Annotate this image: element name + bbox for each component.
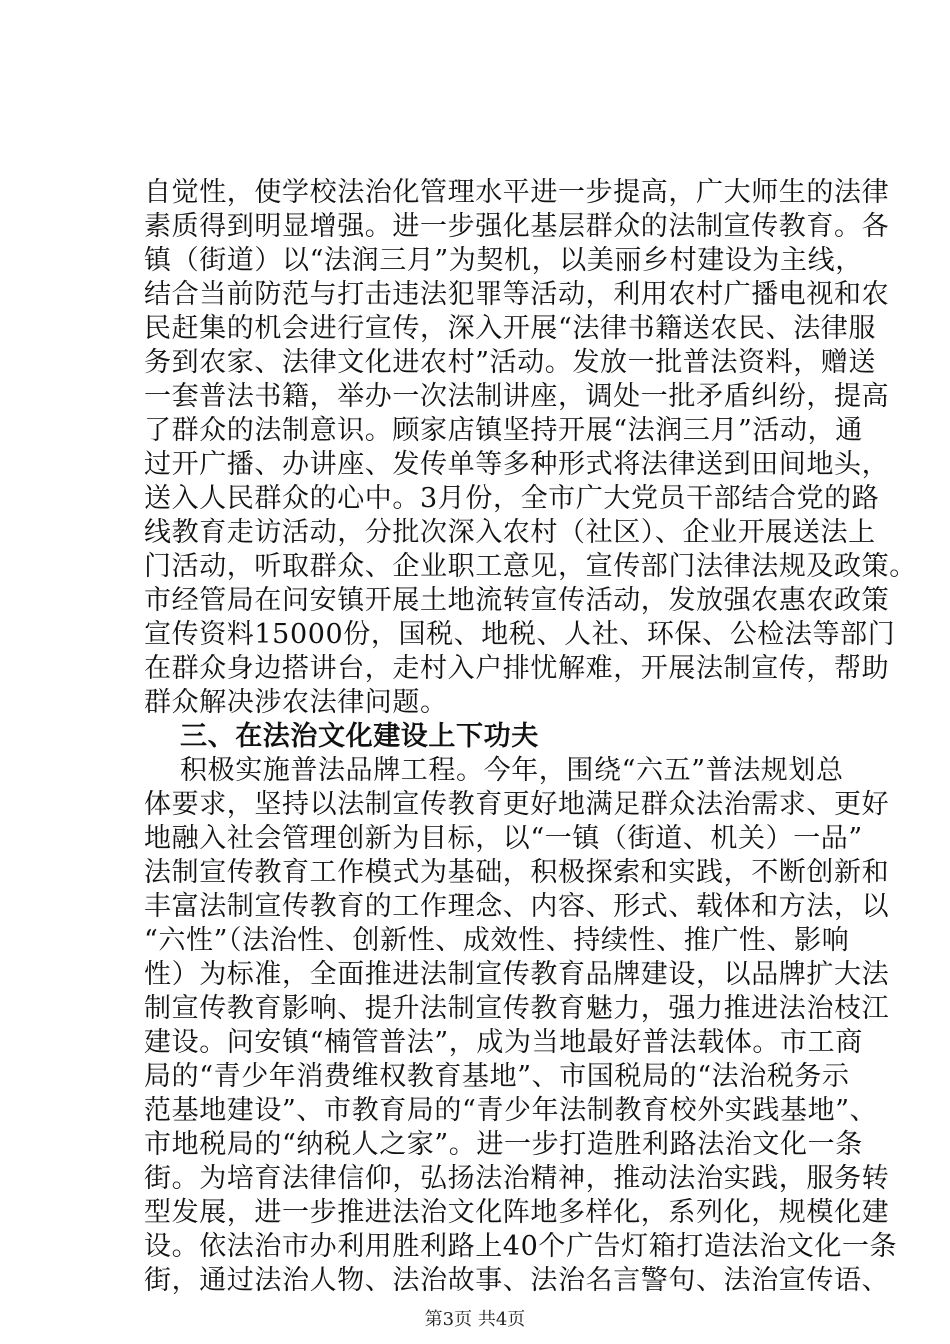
body-line: 范基地建设”、市教育局的“青少年法制教育校外实践基地”、: [144, 1095, 878, 1126]
body-line: 在群众身边搭讲台，走村入户排忧解难，开展法制宣传，帮助: [144, 653, 890, 684]
body-line: 民赶集的机会进行宣传，深入开展“法律书籍送农民、法律服: [144, 313, 877, 344]
body-line: 地融入社会管理创新为目标，以“一镇（街道、机关）一品”: [144, 823, 863, 854]
body-line: “六性”（法治性、创新性、成效性、持续性、推广性、影响: [144, 925, 850, 956]
body-line: 街，通过法治人物、法治故事、法治名言警句、法治宣传语、: [144, 1265, 890, 1296]
body-line: 宣传资料15000份，国税、地税、人社、环保、公检法等部门: [144, 619, 896, 650]
body-line: 积极实施普法品牌工程。今年，围绕“六五”普法规划总: [180, 755, 844, 786]
body-line: 市地税局的“纳税人之家”。进一步打造胜利路法治文化一条: [144, 1129, 863, 1160]
body-line: 送入人民群众的心中。3月份，全市广大党员干部结合党的路: [144, 483, 880, 514]
body-line: 建设。问安镇“楠管普法”，成为当地最好普法载体。市工商: [144, 1027, 863, 1058]
body-line: 了群众的法制意识。顾家店镇坚持开展“法润三月”活动，通: [144, 415, 863, 446]
body-line: 街。为培育法律信仰，弘扬法治精神，推动法治实践，服务转: [144, 1163, 890, 1194]
body-line: 一套普法书籍，举办一次法制讲座，调处一批矛盾纠纷，提高: [144, 381, 890, 412]
body-line: 自觉性，使学校法治化管理水平进一步提高，广大师生的法律: [144, 177, 890, 208]
body-line: 局的“青少年消费维权教育基地”、市国税局的“法治税务示: [144, 1061, 850, 1092]
body-line: 过开广播、办讲座、发传单等多种形式将法律送到田间地头，: [144, 449, 890, 480]
body-line: 结合当前防范与打击违法犯罪等活动，利用农村广播电视和农: [144, 279, 890, 310]
section-heading: 三、在法治文化建设上下功夫: [180, 721, 539, 752]
body-line: 素质得到明显增强。进一步强化基层群众的法制宣传教育。各: [144, 211, 890, 242]
body-line: 线教育走访活动，分批次深入农村（社区）、企业开展送法上: [144, 517, 876, 548]
body-line: 制宣传教育影响、提升法制宣传教育魅力，强力推进法治枝江: [144, 993, 890, 1024]
body-line: 体要求，坚持以法制宣传教育更好地满足群众法治需求、更好: [144, 789, 890, 820]
body-line: 群众解决涉农法律问题。: [144, 687, 448, 718]
body-line: 性）为标准，全面推进法制宣传教育品牌建设，以品牌扩大法: [144, 959, 890, 990]
body-line: 型发展，进一步推进法治文化阵地多样化，系列化，规模化建: [144, 1197, 890, 1228]
body-line: 市经管局在问安镇开展土地流转宣传活动，发放强农惠农政策: [144, 585, 890, 616]
page-number-footer: 第3页 共4页: [424, 1309, 526, 1330]
body-line: 丰富法制宣传教育的工作理念、内容、形式、载体和方法，以: [144, 891, 890, 922]
body-line: 镇（街道）以“法润三月”为契机，以美丽乡村建设为主线，: [144, 245, 863, 276]
body-line: 法制宣传教育工作模式为基础，积极探索和实践，不断创新和: [144, 857, 890, 888]
body-line: 门活动，听取群众、企业职工意见，宣传部门法律法规及政策。: [144, 551, 917, 582]
body-line: 务到农家、法律文化进农村”活动。发放一批普法资料，赠送: [144, 347, 877, 378]
body-line: 设。依法治市办利用胜利路上40个广告灯箱打造法治文化一条: [144, 1231, 898, 1262]
